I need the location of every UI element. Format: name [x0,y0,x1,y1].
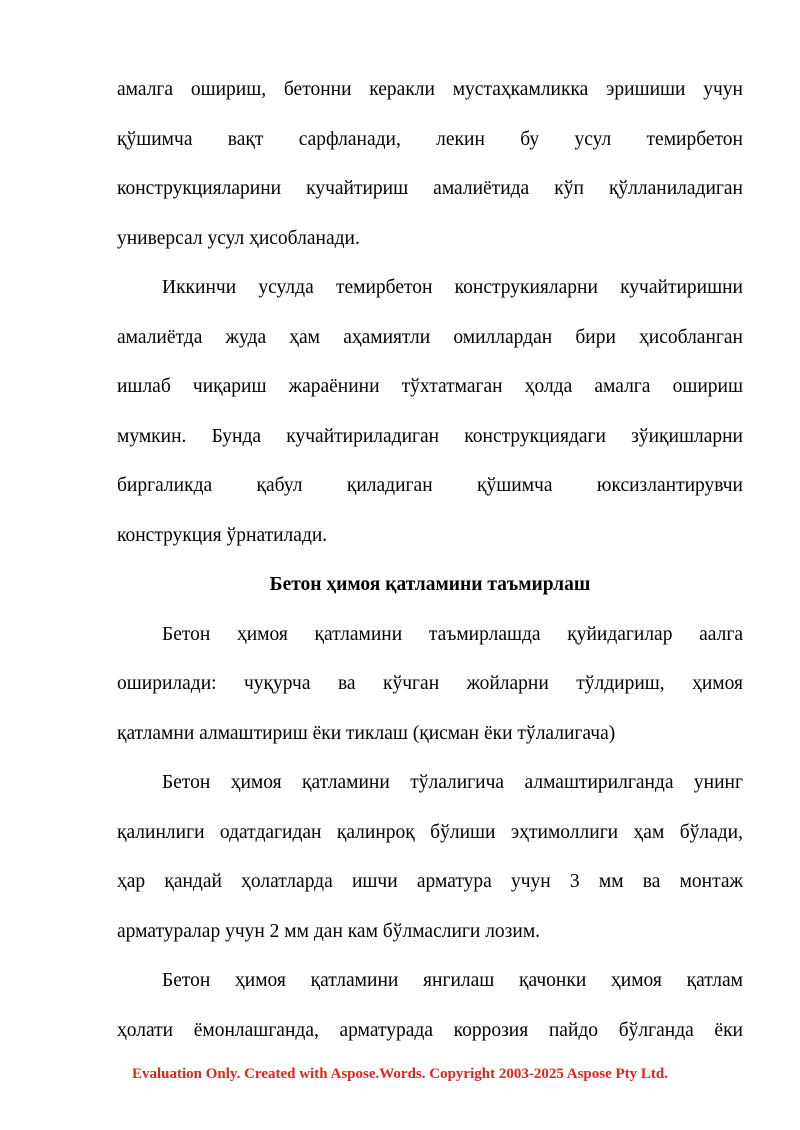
text-line: оширилади: чуқурча ва кўчган жойларни тўлдириш, ҳимоя [117,673,743,694]
text-line: конструкция ўрнатилади. [117,524,328,546]
text-line: амалга ошириш, бетонни керакли мустаҳкамликка эришиши учун [117,79,743,100]
text-line: арматуралар учун 2 мм дан кам бўлмаслиги лозим. [117,920,541,942]
document-page [117,65,743,1055]
text-line: ишлаб чиқариш жараёнини тўхтатмаган ҳолда амалга ошириш [117,376,743,397]
text-line: амалиётда жуда ҳам аҳамиятли омиллардан бири ҳисобланган [117,326,743,348]
section-heading: Бетон ҳимоя қатламини таъмирлаш [269,574,591,595]
text-line: универсал усул ҳисобланади. [117,227,360,249]
paragraph-first-line: Бетон ҳимоя қатламини таъмирлашда қуйидагилар аалга [162,623,743,645]
text-line: биргаликда қабул қиладиган қўшимча юксизлантирувчи [117,475,743,496]
paragraph-first-line: Бетон ҳимоя қатламини янгилаш қачонки ҳимоя қатлам [162,970,743,991]
paragraph-first-line: Бетон ҳимоя қатламини тўлалигича алмаштирилганда унинг [162,772,743,793]
text-line: ҳолати ёмонлашганда, арматурада коррозия пайдо бўлганда ёки [117,1019,743,1041]
paragraph-first-line: Иккинчи усулда темирбетон конструкияларни кучайтиришни [162,277,743,298]
text-line: мумкин. Бунда кучайтириладиган конструкциядаги зўиқишларни [117,425,743,447]
text-line: конструкцияларини кучайтириш амалиётида кўп қўлланиладиган [117,178,743,199]
text-line: қалинлиги одатдагидан қалинроқ бўлиши эҳтимоллиги ҳам бўлади, [117,821,743,843]
text-line: қўшимча вақт сарфланади, лекин бу усул темирбетон [117,128,743,150]
text-line: қатламни алмаштириш ёки тиклаш (қисман ёки тўлалигача) [117,722,616,744]
evaluation-watermark: Evaluation Only. Created with Aspose.Words. Copyright 2003-2025 Aspose Pty Ltd. [131,1066,669,1082]
text-line: ҳар қандай ҳолатларда ишчи арматура учун 3 мм ва монтаж [117,871,743,892]
